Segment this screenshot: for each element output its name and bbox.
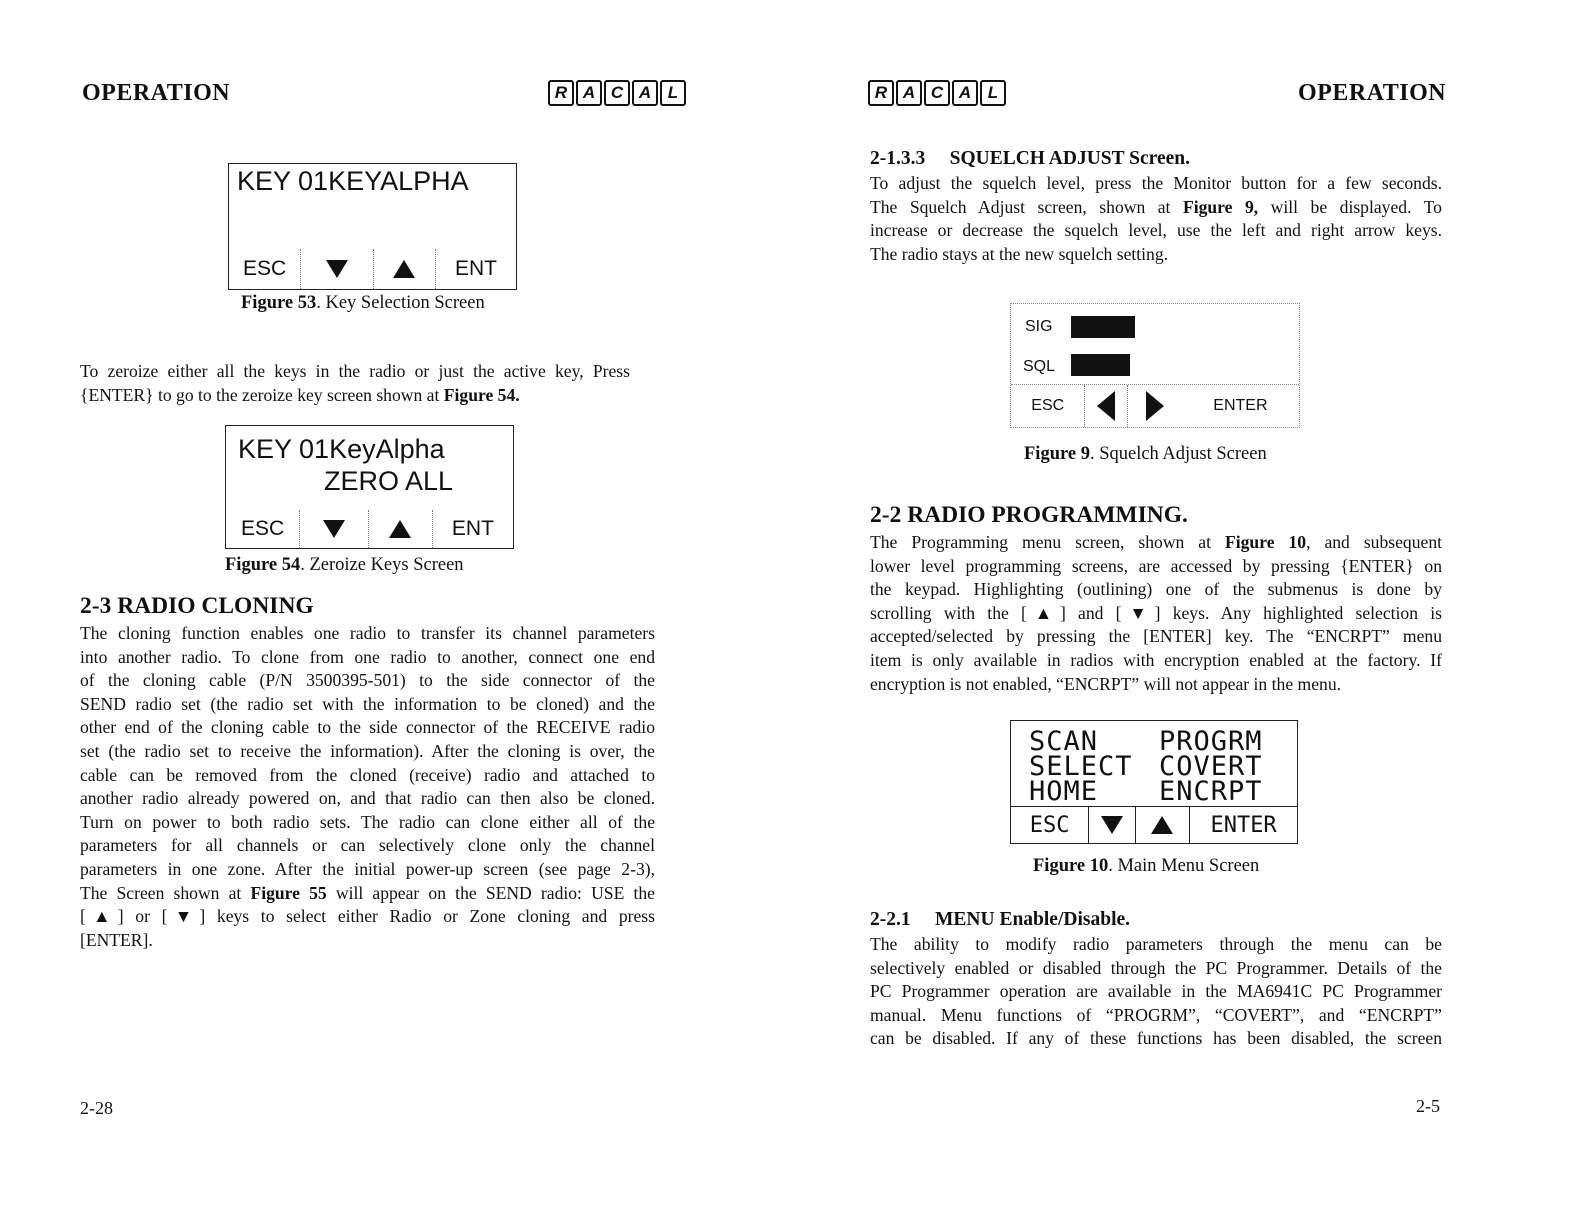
menu-enable-body [870, 933, 1442, 1051]
esc-softkey[interactable]: ESC [1031, 397, 1065, 414]
menu-item-covert[interactable]: COVERT [1159, 751, 1263, 782]
esc-softkey[interactable]: ESC [1029, 812, 1070, 838]
left-arrow-softkey[interactable] [1084, 385, 1127, 427]
left-page-number: 2-28 [80, 1098, 113, 1118]
down-arrow-icon [323, 520, 345, 538]
ent-softkey[interactable]: ENT [435, 249, 516, 289]
right-arrow-softkey[interactable] [1127, 385, 1182, 427]
sig-label: SIG [1025, 318, 1053, 335]
logo-letter: R [868, 80, 894, 106]
squelch-adjust-screen [1010, 303, 1300, 428]
text-line: of the cloning cable (P/N 3500395-501) to the side connector of the [80, 670, 655, 691]
up-arrow-softkey[interactable] [1135, 807, 1189, 843]
text-line: [▲] or [▼] keys to select either Radio or Zone cloning and press [80, 906, 655, 927]
menu-item-progrm[interactable]: PROGRM [1159, 726, 1263, 757]
squelch-adjust-heading: 2-1.3.3 SQUELCH ADJUST Screen. [870, 148, 1190, 169]
figure-ref: Figure 10 [1224, 532, 1307, 552]
figure-10-caption [1033, 856, 1259, 877]
text-fragment: {ENTER} to go to the zeroize key screen shown at [80, 384, 444, 405]
sql-label: SQL [1023, 358, 1056, 375]
logo-letter: A [632, 80, 658, 106]
text-line: scrolling with the [▲] and [▼] keys. Any highlighted selection is [870, 602, 1442, 623]
down-arrow-softkey[interactable] [1088, 807, 1135, 843]
ent-softkey[interactable]: ENT [432, 510, 513, 548]
enter-softkey[interactable]: ENTER [1189, 807, 1297, 843]
text-line: cable can be removed from the cloned (receive) radio and attached to [80, 764, 655, 785]
text-line [80, 384, 630, 408]
zeroize-keys-screen [225, 425, 514, 549]
figure-ref: Figure 54. [443, 384, 520, 405]
text-line: To adjust the squelch level, press the Monitor button for a few seconds. [870, 173, 1442, 193]
text-line: into another radio. To clone from one radio to another, connect one end [80, 646, 655, 667]
text-line: [ENTER]. [80, 929, 153, 950]
figure-54-caption [225, 555, 464, 576]
logo-letter: C [604, 80, 630, 106]
text-line: increase or decrease the squelch level, use the left and right arrow keys. [870, 220, 1442, 241]
radio-cloning-body [80, 622, 655, 952]
menu-item-scan[interactable]: SCAN [1029, 726, 1099, 757]
up-arrow-softkey[interactable] [368, 510, 432, 548]
text-line: parameters for all channels or can selectively clone only the channel [80, 835, 655, 856]
figure-ref: Figure 55 [250, 882, 327, 903]
text-fragment: The Screen shown at [80, 882, 251, 903]
text-line: The radio stays at the new squelch setting. [870, 243, 1169, 264]
down-arrow-softkey[interactable] [300, 249, 372, 289]
text-fragment: The Programming menu screen, shown at [870, 532, 1225, 552]
text-fragment: will be displayed. To [1258, 196, 1442, 217]
down-arrow-icon [326, 260, 348, 278]
text-line: SEND radio set (the radio set with the information to be cloned) and the [80, 693, 655, 714]
softkey-row [1011, 384, 1299, 427]
caption-label: Figure 10 [1033, 856, 1109, 876]
text-line: To zeroize either all the keys in the radio or just the active key, Press [80, 361, 630, 381]
racal-logo-left [548, 80, 686, 106]
esc-softkey[interactable]: ESC [243, 257, 287, 280]
text-line [80, 882, 655, 906]
right-page-header: OPERATION [1298, 80, 1447, 106]
caption-label: Figure 53 [241, 293, 317, 313]
softkey-row [226, 510, 513, 548]
figure-9-caption [1024, 444, 1267, 465]
up-arrow-icon [393, 260, 415, 278]
left-page-header: OPERATION [82, 80, 231, 106]
text-line: The cloning function enables one radio to transfer its channel parameters [80, 623, 655, 643]
text-line: set (the radio set to receive the information). After the cloning is over, the [80, 740, 655, 761]
main-menu-screen [1010, 720, 1298, 844]
figure-ref: Figure 9, [1182, 196, 1259, 217]
radio-programming-heading: 2-2 RADIO PROGRAMMING. [870, 502, 1188, 528]
up-arrow-icon [1151, 816, 1173, 834]
logo-letter: A [576, 80, 602, 106]
squelch-body [870, 172, 1442, 266]
screen-line-2: ZERO ALL [324, 466, 454, 496]
menu-item-home[interactable]: HOME [1029, 776, 1099, 807]
menu-enable-heading: 2-2.1 MENU Enable/Disable. [870, 909, 1131, 930]
text-line: lower level programming screens, are accessed by pressing {ENTER} on [870, 555, 1442, 576]
logo-letter: A [952, 80, 978, 106]
text-line: parameters in one zone. After the initial power-up screen (see page 2-3), [80, 858, 655, 879]
left-arrow-icon [1097, 391, 1115, 421]
caption-text: . Main Menu Screen [1108, 856, 1260, 876]
logo-letter: L [660, 80, 686, 106]
figure-53-caption [241, 293, 485, 314]
enter-softkey[interactable]: ENTER [1213, 397, 1268, 414]
key-selection-screen [228, 163, 517, 290]
text-line: another radio already powered on, and that radio can then also be cloned. [80, 788, 655, 809]
down-arrow-softkey[interactable] [299, 510, 367, 548]
text-line: other end of the cloning cable to the side connector of the RECEIVE radio [80, 717, 655, 738]
text-line: accepted/selected by pressing the [ENTER] key. The “ENCRPT” menu [870, 626, 1442, 647]
text-line [870, 196, 1442, 220]
text-line: selectively enabled or disabled through the PC Programmer. Details of the [870, 957, 1442, 978]
right-page-number: 2-5 [1416, 1096, 1440, 1116]
menu-left-column [1029, 726, 1133, 807]
menu-item-encrpt[interactable]: ENCRPT [1159, 776, 1263, 807]
text-line [870, 531, 1442, 555]
caption-label: Figure 54 [225, 555, 301, 575]
text-line: The ability to modify radio parameters through the menu can be [870, 934, 1442, 954]
up-arrow-icon [389, 520, 411, 538]
text-line: item is only available in radios with encryption enabled at the factory. If [870, 649, 1442, 670]
esc-softkey[interactable]: ESC [241, 517, 285, 540]
text-fragment: The Squelch Adjust screen, shown at [870, 196, 1183, 217]
text-line: manual. Menu functions of “PROGRM”, “COVERT”, and “ENCRPT” [870, 1004, 1442, 1025]
logo-letter: C [924, 80, 950, 106]
zeroize-intro [80, 360, 630, 407]
caption-text: . Key Selection Screen [316, 293, 485, 313]
logo-letter: L [980, 80, 1006, 106]
text-fragment: will appear on the SEND radio: USE the [326, 882, 655, 903]
logo-letter: A [896, 80, 922, 106]
radio-cloning-heading: 2-3 RADIO CLONING [80, 593, 314, 619]
softkey-row [229, 249, 516, 289]
caption-label: Figure 9 [1024, 444, 1090, 464]
sig-level-bar [1071, 316, 1135, 338]
down-arrow-icon [1101, 816, 1123, 834]
sql-level-bar[interactable] [1071, 354, 1130, 376]
text-line: the keypad. Highlighting (outlining) one of the submenus is done by [870, 579, 1442, 600]
menu-item-select[interactable]: SELECT [1029, 751, 1133, 782]
screen-line-1: KEY 01KeyAlpha [238, 434, 445, 464]
radio-programming-body [870, 531, 1442, 696]
logo-letter: R [548, 80, 574, 106]
text-line: encryption is not enabled, “ENCRPT” will not appear in the menu. [870, 673, 1342, 694]
racal-logo-right [868, 80, 1006, 106]
softkey-row [1011, 806, 1297, 843]
caption-text: . Zeroize Keys Screen [300, 555, 464, 575]
screen-title: KEY 01KEYALPHA [237, 166, 469, 196]
up-arrow-softkey[interactable] [373, 249, 435, 289]
text-line: Turn on power to both radio sets. The radio can clone either all of the [80, 811, 655, 832]
right-arrow-icon [1146, 391, 1164, 421]
text-line: PC Programmer operation are available in the MA6941C PC Programmer [870, 981, 1442, 1002]
text-fragment: , and subsequent [1306, 532, 1442, 552]
menu-right-column [1159, 726, 1263, 807]
caption-text: . Squelch Adjust Screen [1089, 444, 1267, 464]
text-line: can be disabled. If any of these functions has been disabled, the screen [870, 1028, 1442, 1049]
